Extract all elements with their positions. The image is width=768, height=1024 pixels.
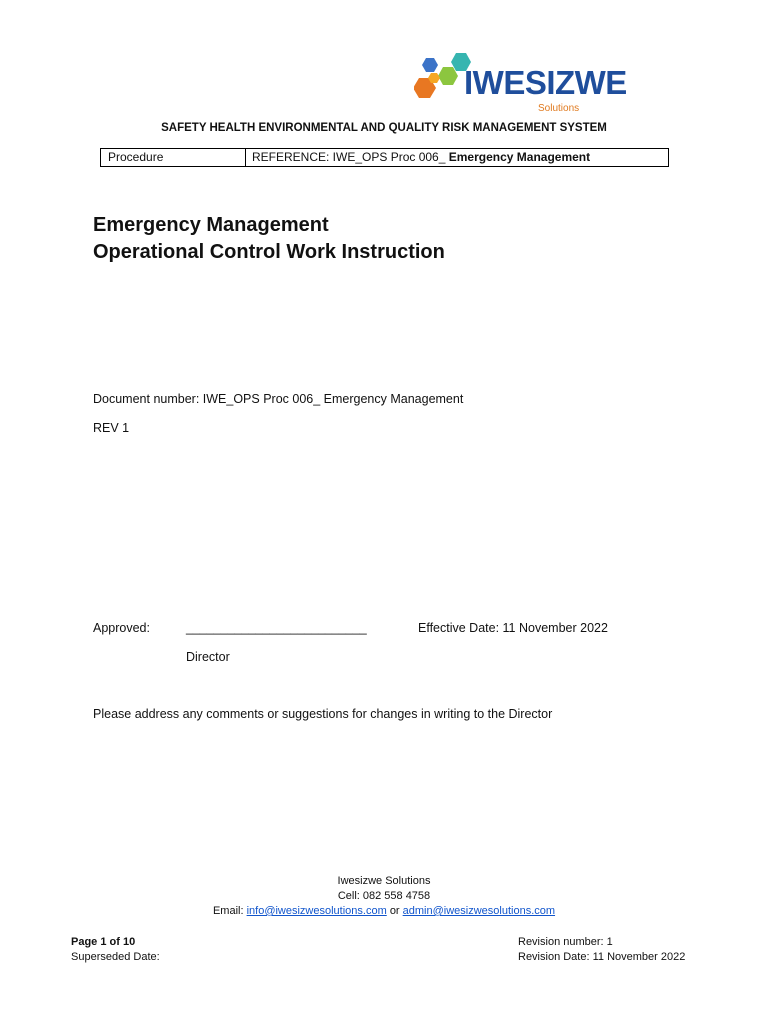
ref-prefix: REFERENCE: IWE_OPS Proc 006_ [252, 150, 446, 164]
email-line [0, 904, 768, 919]
revision-number: Revision number: 1 [518, 936, 613, 948]
ref-bold: Emergency Management [448, 150, 591, 164]
email-or: or [389, 905, 400, 917]
comments-note: Please address any comments or suggestions for changes in writing to the Director [93, 707, 553, 721]
system-title: SAFETY HEALTH ENVIRONMENTAL AND QUALITY RISK MANAGEMENT SYSTEM [161, 122, 607, 134]
email-link-info[interactable]: info@iwesizwesolutions.com [246, 905, 387, 917]
ref-value [246, 149, 590, 166]
superseded-date: Superseded Date: [71, 951, 160, 963]
reference-table [100, 148, 669, 167]
email-label: Email: [212, 905, 244, 917]
page-number: Page 1 of 10 [71, 936, 136, 948]
title-line-2: Operational Control Work Instruction [93, 241, 445, 263]
cell-number: Cell: 082 558 4758 [337, 890, 431, 902]
logo-wordmark: IWESIZWE [464, 64, 627, 101]
title-line-1: Emergency Management [93, 214, 329, 236]
document-number: Document number: IWE_OPS Proc 006_ Emergency Management [93, 392, 464, 406]
logo-subtitle: Solutions [538, 103, 580, 114]
company-logo [414, 50, 674, 116]
approver-role: Director [186, 650, 230, 664]
revision-date: Revision Date: 11 November 2022 [518, 951, 686, 963]
signature-line: __________________________ [186, 621, 367, 635]
email-link-admin[interactable]: admin@iwesizwesolutions.com [402, 905, 556, 917]
effective-date: Effective Date: 11 November 2022 [418, 621, 608, 635]
document-title [93, 212, 445, 266]
ref-label: Procedure [101, 149, 246, 166]
company-name: Iwesizwe Solutions [337, 875, 431, 887]
revision-label: REV 1 [93, 421, 130, 435]
approved-label: Approved: [93, 621, 150, 635]
